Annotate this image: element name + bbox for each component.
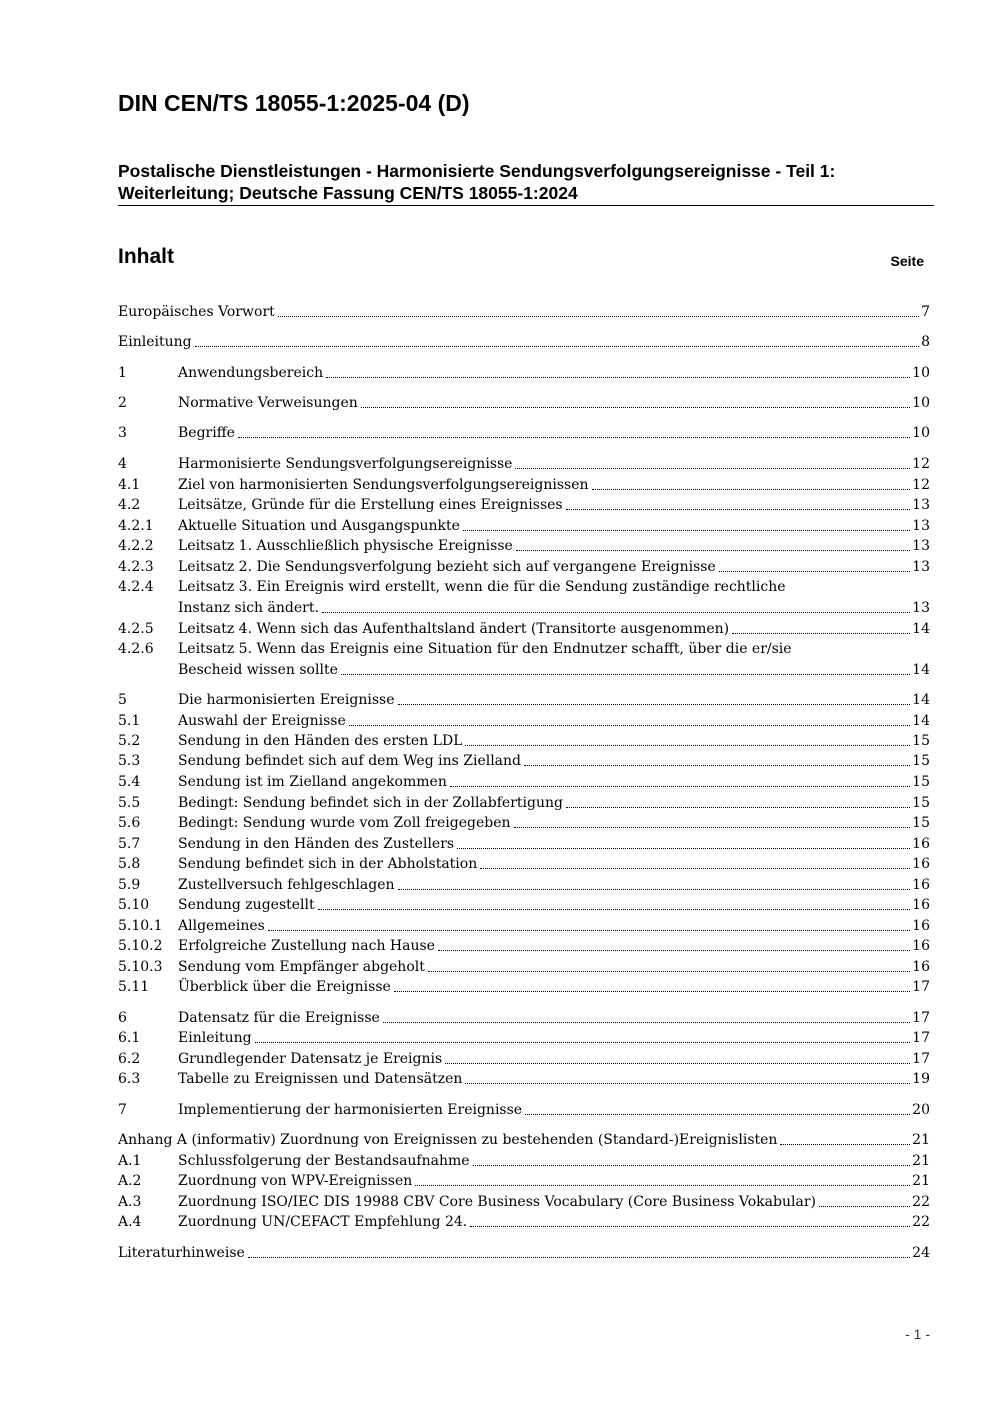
toc-entry-page: 10 (912, 425, 930, 441)
toc-entry-label: Allgemeines (178, 918, 265, 934)
toc-entry-label: Sendung vom Empfänger abgeholt (178, 959, 425, 975)
toc-entry[interactable] (118, 895, 930, 915)
toc-entry-page: 14 (912, 621, 930, 637)
toc-entry-number: 4.2.6 (118, 641, 154, 657)
toc-entry[interactable] (118, 1008, 930, 1028)
toc-entry-label: Aktuelle Situation und Ausgangspunkte (178, 518, 460, 534)
toc-entry-page: 17 (912, 1051, 930, 1067)
dot-leader (445, 1049, 910, 1064)
toc-entry-label: Einleitung (178, 1030, 252, 1046)
toc-entry-page: 22 (912, 1194, 930, 1210)
toc-entry-page: 19 (912, 1071, 930, 1087)
toc-entry-page: 7 (921, 304, 930, 320)
toc-heading: Inhalt (118, 245, 174, 268)
dot-leader (450, 772, 910, 787)
toc-entry-page: 22 (912, 1214, 930, 1230)
toc-entry-number: 5 (118, 692, 127, 708)
dot-leader (473, 1151, 911, 1166)
toc-entry-page: 15 (912, 753, 930, 769)
dot-leader (438, 936, 910, 951)
toc-entry-number: 5.4 (118, 774, 141, 790)
dot-leader (361, 393, 910, 408)
toc-entry-page: 20 (912, 1102, 930, 1118)
toc-entry-number: 4.2.4 (118, 579, 154, 595)
toc-entry-number: A.4 (118, 1214, 142, 1230)
toc-entry-page: 15 (912, 815, 930, 831)
toc-entry[interactable] (118, 711, 930, 731)
dot-leader (278, 302, 919, 317)
toc-entry-page: 8 (921, 334, 930, 350)
toc-entry-number: 4 (118, 456, 127, 472)
dot-leader (428, 957, 910, 972)
toc-entry[interactable] (118, 557, 930, 577)
toc-entry-number: A.2 (118, 1173, 142, 1189)
toc-entry-page: 14 (912, 692, 930, 708)
toc-entry[interactable] (118, 936, 930, 956)
toc-entry-number: 5.10.3 (118, 959, 163, 975)
toc-entry-page: 24 (912, 1245, 930, 1261)
toc-entry-label: Einleitung (118, 334, 192, 350)
toc-entry[interactable] (118, 690, 930, 710)
dot-leader (463, 516, 910, 531)
dot-leader (398, 690, 911, 705)
toc-entry-label: Normative Verweisungen (178, 395, 358, 411)
toc-entry-page: 10 (912, 365, 930, 381)
dot-leader (248, 1243, 910, 1258)
dot-leader (515, 454, 910, 469)
dot-leader (268, 916, 910, 931)
dot-leader (341, 660, 910, 675)
dot-leader (195, 332, 920, 347)
toc-entry-number: 5.9 (118, 877, 141, 893)
toc-entry-label: Bedingt: Sendung befindet sich in der Zollabfertigung (178, 795, 563, 811)
toc-entry-label: Grundlegender Datensatz je Ereignis (178, 1051, 443, 1067)
toc-entry-number: 4.2.2 (118, 538, 154, 554)
toc-entry[interactable] (118, 660, 930, 680)
toc-entry[interactable] (118, 536, 930, 556)
toc-entry-number: 4.2.5 (118, 621, 154, 637)
toc-entry-label-line1: Leitsatz 5. Wenn das Ereignis eine Situation für den Endnutzer schafft, über die er/sie (178, 641, 792, 657)
toc-entry[interactable] (118, 793, 930, 813)
toc-entry-label: Schlussfolgerung der Bestandsaufnahme (178, 1153, 470, 1169)
toc-entry-label: Bedingt: Sendung wurde vom Zoll freigegeben (178, 815, 511, 831)
toc-entry-page: 16 (912, 877, 930, 893)
dot-leader (525, 1100, 910, 1115)
toc-entry[interactable] (118, 854, 930, 874)
toc-entry-number: 6.3 (118, 1071, 141, 1087)
toc-entry-label: Anhang A (informativ) Zuordnung von Ereignissen zu bestehenden (Standard-)Ereignislisten (118, 1132, 778, 1148)
toc-entry[interactable] (118, 916, 930, 936)
toc-entry[interactable] (118, 393, 930, 413)
toc-entry[interactable] (118, 1212, 930, 1232)
toc-entry-number: 4.1 (118, 477, 141, 493)
toc-entry-page: 17 (912, 1010, 930, 1026)
toc-entry-number: 4.2 (118, 497, 141, 513)
dot-leader (318, 895, 911, 910)
toc-entry-number: 4.2.3 (118, 559, 154, 575)
dot-leader (326, 363, 910, 378)
dot-leader (398, 875, 911, 890)
toc-entry-number: 5.6 (118, 815, 141, 831)
toc-entry-number: 5.3 (118, 753, 141, 769)
toc-entry-number: 7 (118, 1102, 127, 1118)
toc-entry[interactable] (118, 1100, 930, 1120)
toc-entry[interactable] (118, 475, 930, 495)
toc-entry-label: Instanz sich ändert. (178, 600, 319, 616)
toc-entry-label: Bescheid wissen sollte (178, 662, 338, 678)
toc-entry[interactable] (118, 598, 930, 618)
toc-entry-label: Sendung in den Händen des Zustellers (178, 836, 455, 852)
page-number: - 1 - (905, 1326, 930, 1342)
toc-entry[interactable] (118, 813, 930, 833)
toc-entry-label: Zustellversuch fehlgeschlagen (178, 877, 395, 893)
toc-entry-page: 16 (912, 938, 930, 954)
toc-entry-number: 1 (118, 365, 127, 381)
page-column-label: Seite (890, 253, 924, 269)
toc-entry-page: 17 (912, 1030, 930, 1046)
dot-leader (238, 423, 910, 438)
dot-leader (719, 557, 910, 572)
toc-entry-page: 21 (912, 1173, 930, 1189)
dot-leader (394, 977, 910, 992)
toc-entry-page: 16 (912, 836, 930, 852)
toc-entry-number: 5.10.2 (118, 938, 163, 954)
toc-entry-page: 14 (912, 662, 930, 678)
dot-leader (524, 751, 910, 766)
toc-entry-label: Implementierung der harmonisierten Ereignisse (178, 1102, 523, 1118)
toc-entry-label: Sendung in den Händen des ersten LDL (178, 733, 463, 749)
toc-entry-label: Zuordnung UN/CEFACT Empfehlung 24. (178, 1214, 468, 1230)
toc-entry-number: 2 (118, 395, 127, 411)
toc-entry-label: Anwendungsbereich (178, 365, 324, 381)
toc-entry-label: Sendung befindet sich in der Abholstation (178, 856, 478, 872)
toc-entry-page: 12 (912, 477, 930, 493)
toc-entry-number: 5.1 (118, 713, 141, 729)
toc-entry-number: 6.2 (118, 1051, 141, 1067)
toc-entry-label: Überblick über die Ereignisse (178, 979, 391, 995)
toc-entry-page: 14 (912, 713, 930, 729)
toc-entry[interactable] (118, 731, 930, 751)
toc-entry[interactable] (118, 1028, 930, 1048)
toc-entry-label: Leitsatz 2. Die Sendungsverfolgung bezieht sich auf vergangene Ereignisse (178, 559, 716, 575)
toc-entry-page: 10 (912, 395, 930, 411)
toc-entry-label: Sendung befindet sich auf dem Weg ins Zielland (178, 753, 522, 769)
dot-leader (470, 1212, 910, 1227)
dot-leader (480, 854, 910, 869)
dot-leader (780, 1130, 910, 1145)
toc-entry-number: 5.10.1 (118, 918, 163, 934)
toc-entry-label: Harmonisierte Sendungsverfolgungsereignisse (178, 456, 513, 472)
dot-leader (514, 813, 911, 828)
toc-entry-label: Auswahl der Ereignisse (178, 713, 346, 729)
toc-entry-first-line (118, 577, 930, 597)
dot-leader (457, 834, 910, 849)
toc-entry-number: 6.1 (118, 1030, 141, 1046)
dot-leader (415, 1171, 910, 1186)
toc-entry-label: Zuordnung ISO/IEC DIS 19988 CBV Core Business Vocabulary (Core Business Vokabular) (178, 1194, 816, 1210)
toc-entry-label: Sendung ist im Zielland angekommen (178, 774, 447, 790)
toc-entry-label: Leitsatz 4. Wenn sich das Aufenthaltsland ändert (Transitorte ausgenommen) (178, 621, 730, 637)
toc-entry-label: Leitsätze, Gründe für die Erstellung eines Ereignisses (178, 497, 563, 513)
toc-entry[interactable] (118, 834, 930, 854)
document-subtitle: Postalische Dienstleistungen - Harmonisierte Sendungsverfolgungsereignisse - Teil 1: Weiterleitung; Deutsche Fassung CEN/TS 18055-1:2024 (118, 161, 836, 203)
toc-entry-label: Begriffe (178, 425, 235, 441)
dot-leader (349, 711, 910, 726)
toc-entry[interactable] (118, 977, 930, 997)
toc-entry-number: 5.7 (118, 836, 141, 852)
toc-entry-page: 21 (912, 1132, 930, 1148)
toc-entry-label: Leitsatz 1. Ausschließlich physische Ereignisse (178, 538, 513, 554)
toc-entry[interactable] (118, 772, 930, 792)
toc-entry-page: 16 (912, 959, 930, 975)
toc-entry[interactable] (118, 1069, 930, 1089)
toc-entry-number: 4.2.1 (118, 518, 154, 534)
dot-leader (465, 1069, 910, 1084)
toc-entry-label: Europäisches Vorwort (118, 304, 275, 320)
toc-entry-page: 16 (912, 856, 930, 872)
toc-entry[interactable] (118, 1130, 930, 1150)
dot-leader (566, 495, 911, 510)
dot-leader (322, 598, 910, 613)
dot-leader (383, 1008, 910, 1023)
toc-entry-number: 5.11 (118, 979, 150, 995)
toc-entry[interactable] (118, 516, 930, 536)
dot-leader (732, 619, 910, 634)
dot-leader (566, 793, 910, 808)
toc-entry[interactable] (118, 751, 930, 771)
toc-entry[interactable] (118, 619, 930, 639)
title-divider (118, 205, 934, 206)
toc-entry-page: 13 (912, 518, 930, 534)
toc-entry[interactable] (118, 1171, 930, 1191)
toc-entry-number: 5.10 (118, 897, 150, 913)
toc-entry-page: 17 (912, 979, 930, 995)
toc-entry[interactable] (118, 1049, 930, 1069)
toc-entry[interactable] (118, 1151, 930, 1171)
toc-entry[interactable] (118, 332, 930, 352)
toc-entry-label: Ziel von harmonisierten Sendungsverfolgungsereignissen (178, 477, 589, 493)
toc-entry-page: 21 (912, 1153, 930, 1169)
toc-entry-page: 15 (912, 795, 930, 811)
toc-entry-label: Erfolgreiche Zustellung nach Hause (178, 938, 435, 954)
toc-entry-number: A.3 (118, 1194, 142, 1210)
dot-leader (592, 475, 911, 490)
toc-entry-page: 13 (912, 600, 930, 616)
toc-entry-page: 16 (912, 918, 930, 934)
toc-entry[interactable] (118, 495, 930, 515)
toc-entry-number: 3 (118, 425, 127, 441)
toc-entry-number: A.1 (118, 1153, 142, 1169)
toc-entry-page: 13 (912, 538, 930, 554)
toc-entry[interactable] (118, 302, 930, 322)
toc-entry[interactable] (118, 957, 930, 977)
toc-entry-label-line1: Leitsatz 3. Ein Ereignis wird erstellt, wenn die für die Sendung zuständige rechtliche (178, 579, 786, 595)
toc-entry[interactable] (118, 1243, 930, 1263)
dot-leader (516, 536, 910, 551)
toc-entry-label: Tabelle zu Ereignissen und Datensätzen (178, 1071, 463, 1087)
toc-entry[interactable] (118, 1192, 930, 1212)
toc-entry[interactable] (118, 363, 930, 383)
document-title: DIN CEN/TS 18055-1:2025-04 (D) (118, 90, 470, 116)
toc-entry-page: 16 (912, 897, 930, 913)
toc-entry-number: 6 (118, 1010, 127, 1026)
toc-entry-number: 5.5 (118, 795, 141, 811)
toc-entry-label: Literaturhinweise (118, 1245, 245, 1261)
toc-entry-page: 12 (912, 456, 930, 472)
toc-entry-label: Die harmonisierten Ereignisse (178, 692, 395, 708)
toc-entry[interactable] (118, 454, 930, 474)
dot-leader (465, 731, 910, 746)
toc-entry-label: Sendung zugestellt (178, 897, 315, 913)
dot-leader (819, 1192, 910, 1207)
toc-entry-first-line (118, 639, 930, 659)
toc-entry-label: Datensatz für die Ereignisse (178, 1010, 380, 1026)
dot-leader (255, 1028, 911, 1043)
toc-entry-number: 5.8 (118, 856, 141, 872)
toc-entry-page: 13 (912, 497, 930, 513)
toc-entry[interactable] (118, 423, 930, 443)
toc-entry-number: 5.2 (118, 733, 141, 749)
toc-entry[interactable] (118, 875, 930, 895)
toc-entry-page: 13 (912, 559, 930, 575)
toc-entry-page: 15 (912, 733, 930, 749)
toc-entry-label: Zuordnung von WPV-Ereignissen (178, 1173, 413, 1189)
toc-entry-page: 15 (912, 774, 930, 790)
